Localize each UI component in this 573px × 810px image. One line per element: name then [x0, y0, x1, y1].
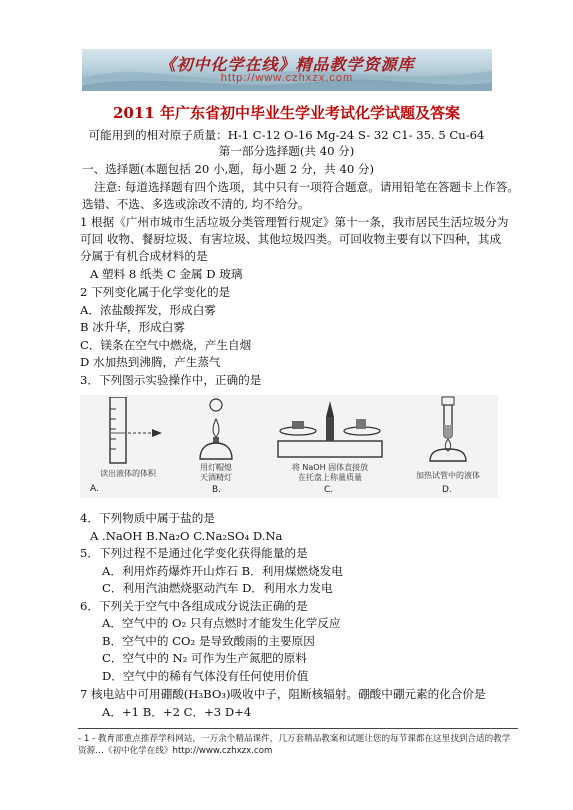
- q7-stem: 7 核电站中可用硼酸(H₃BO₃)吸收中子，阻断核辐射。硼酸中硼元素的化合价是: [80, 687, 486, 701]
- balance-scale-illustration: [270, 397, 390, 461]
- caption-a: 读出液体的体积: [100, 469, 156, 478]
- q1-line-1: 1 根据《广州市城市生活垃圾分类管理暂行规定》第十一条，我市居民生活垃圾分为: [80, 215, 509, 229]
- q2-option-b: B 冰升华，形成白雾: [80, 320, 185, 334]
- q5-options-ab: A．利用炸药爆炸开山炸石 B．利用煤燃烧发电: [102, 564, 343, 578]
- header-banner: [82, 49, 492, 91]
- section-heading: 一、选择题(本题包括 20 小,题，每小题 2 分，共 40 分): [82, 162, 375, 176]
- part-heading: 第一部分选择题(共 40 分): [218, 144, 355, 158]
- note-line-1: 注意: 每道选择题有四个选项，其中只有一项符合题意。请用铅笔在答题卡上作答。: [94, 180, 519, 194]
- page-footer: - 1 - 教育部重点推荐学科网站，一万余个精品课件，几万套精品教案和试题让您的每节课都在这里找到合适的教学资源…《初中化学在线》http://www.czhxzx.com: [78, 734, 511, 756]
- q6-option-d: D．空气中的稀有气体没有任何使用价值: [102, 669, 309, 683]
- caption-c: 将 NaOH 固体直接放 在托盘上称量质量: [291, 463, 369, 482]
- q1-line-2: 可回 收物、餐厨垃圾、有害垃圾、其他垃圾四类。可回收物主要有以下四种，其成: [80, 232, 502, 246]
- label-b: B.: [212, 485, 222, 495]
- banner-title: 《初中化学在线》精品教学资源库: [159, 55, 415, 74]
- q1-line-3: 分属于有机合成材料的是: [80, 249, 208, 263]
- q6-option-c: C．空气中的 N₂ 可作为生产氮肥的原料: [102, 651, 307, 665]
- caption-d: 加热试管中的液体: [416, 471, 480, 480]
- graduated-cylinder-illustration: [86, 397, 166, 465]
- q4-stem: 4．下列物质中属于盐的是: [80, 511, 215, 525]
- q7-options: A．+1 B．+2 C．+3 D+4: [102, 705, 252, 719]
- q2-option-d: D 水加热到沸腾，产生蒸气: [80, 355, 221, 369]
- q6-option-b: B．空气中的 CO₂ 是导致酸雨的主要原因: [102, 634, 315, 648]
- test-tube-heating-illustration: [412, 395, 482, 463]
- q2-option-c: C．镁条在空气中燃烧，产生自烟: [80, 338, 252, 352]
- q2-stem: 2 下列变化属于化学变化的是: [80, 285, 231, 299]
- q1-options: A 塑料 8 纸类 C 金属 D 玻璃: [90, 267, 243, 281]
- q5-options-cd: C．利用汽油燃烧驱动汽车 D．利用水力发电: [102, 581, 333, 595]
- document-title: 2011 年广东省初中毕业生学业考试化学试题及答案: [113, 104, 460, 122]
- q2-option-a: A．浓盐酸挥发，形成白雾: [80, 303, 216, 317]
- q6-option-a: A．空气中的 O₂ 只有点燃时才能发生化学反应: [102, 616, 341, 630]
- label-d: D.: [442, 485, 452, 495]
- q5-stem: 5．下列过程不是通过化学变化获得能量的是: [80, 546, 308, 560]
- q6-stem: 6．下列关于空气中各组成成分说法正确的是: [80, 599, 308, 613]
- q3-stem: 3．下列图示实验操作中，正确的是: [80, 373, 262, 387]
- caption-b: 用灯帽熄 天酒精灯: [200, 463, 232, 482]
- label-a: A.: [90, 484, 99, 494]
- lab-operations-figure: [80, 395, 498, 498]
- footer-divider: [78, 728, 518, 729]
- banner-url: http://www.czhxzx.com: [220, 72, 354, 84]
- label-c: C.: [324, 485, 334, 495]
- atomic-mass-line: 可能用到的相对原子质量：H-1 C-12 O-16 Mg-24 S- 32 C1- 35. 5 Cu-64: [88, 128, 485, 142]
- note-line-2: 选错、不选、多选或涂改不清的, 均不给分。: [82, 197, 310, 211]
- alcohol-lamp-illustration: [186, 397, 246, 463]
- q4-options: A .NaOH B.Na₂O C.Na₂SO₄ D.Na: [90, 529, 283, 543]
